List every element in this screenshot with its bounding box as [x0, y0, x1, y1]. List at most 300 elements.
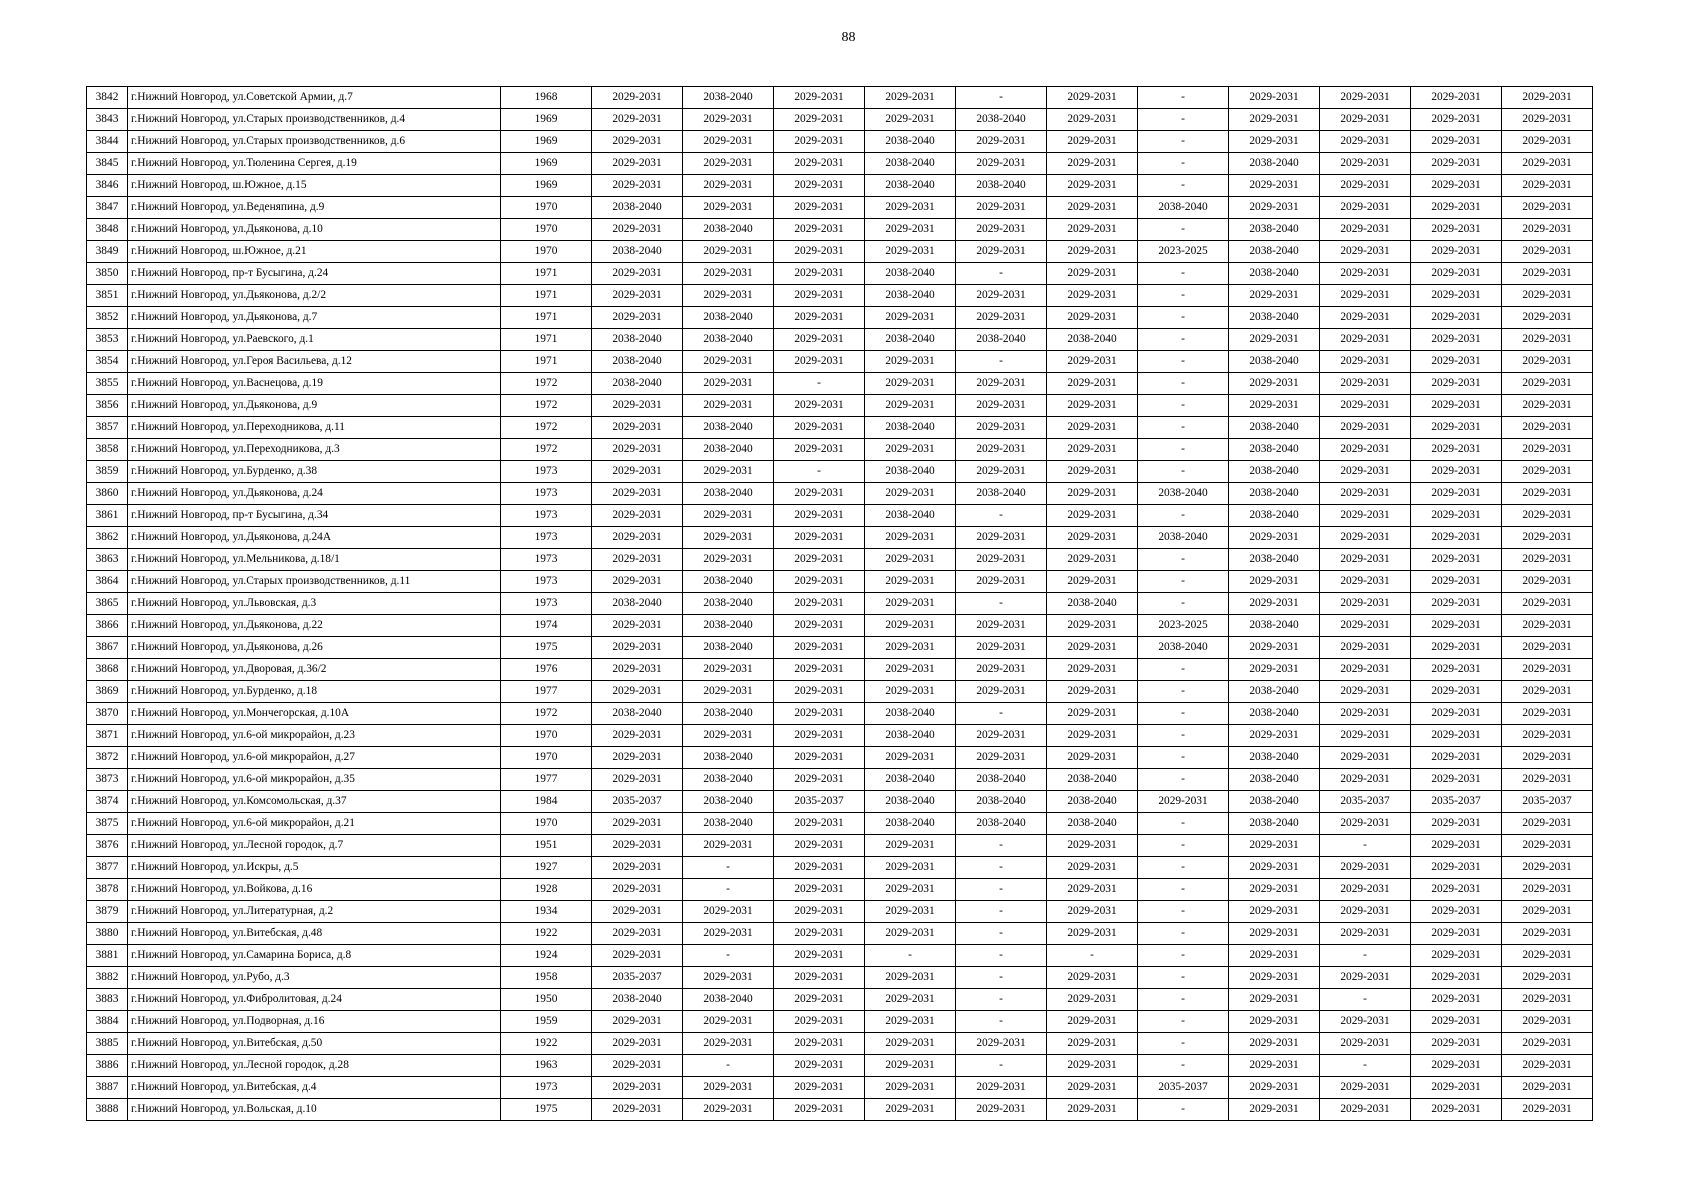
address-cell: г.Нижний Новгород, ул.Подворная, д.16 [128, 1011, 501, 1033]
term-cell: 2029-2031 [1047, 505, 1138, 527]
term-cell: 2038-2040 [1047, 813, 1138, 835]
term-cell: 2029-2031 [956, 461, 1047, 483]
term-cell: 2029-2031 [1502, 1033, 1593, 1055]
term-cell: 2029-2031 [774, 571, 865, 593]
row-number-cell: 3865 [87, 593, 128, 615]
term-cell: 2029-2031 [1229, 967, 1320, 989]
year-cell: 1972 [501, 439, 592, 461]
term-cell: 2029-2031 [1320, 461, 1411, 483]
address-cell: г.Нижний Новгород, ул.Советской Армии, д.7 [128, 87, 501, 109]
term-cell: 2029-2031 [1502, 175, 1593, 197]
term-cell: - [1138, 967, 1229, 989]
term-cell: 2029-2031 [1502, 901, 1593, 923]
row-number-cell: 3860 [87, 483, 128, 505]
term-cell: 2029-2031 [592, 615, 683, 637]
term-cell: 2038-2040 [683, 747, 774, 769]
row-number-cell: 3850 [87, 263, 128, 285]
year-cell: 1974 [501, 615, 592, 637]
term-cell: 2029-2031 [774, 483, 865, 505]
term-cell: 2029-2031 [1047, 417, 1138, 439]
term-cell: 2029-2031 [1502, 483, 1593, 505]
term-cell: 2029-2031 [592, 131, 683, 153]
table-row [87, 703, 1593, 725]
term-cell: 2029-2031 [1047, 483, 1138, 505]
term-cell: 2029-2031 [1502, 769, 1593, 791]
term-cell: 2038-2040 [683, 439, 774, 461]
table-row [87, 417, 1593, 439]
term-cell: 2038-2040 [956, 329, 1047, 351]
term-cell: 2029-2031 [865, 439, 956, 461]
address-cell: г.Нижний Новгород, ул.6-ой микрорайон, д.27 [128, 747, 501, 769]
term-cell: 2029-2031 [1229, 285, 1320, 307]
term-cell: - [683, 857, 774, 879]
term-cell: - [1138, 285, 1229, 307]
term-cell: 2029-2031 [1229, 527, 1320, 549]
term-cell: 2029-2031 [865, 989, 956, 1011]
term-cell: 2029-2031 [956, 527, 1047, 549]
term-cell: 2029-2031 [1411, 571, 1502, 593]
term-cell: 2029-2031 [592, 571, 683, 593]
term-cell: 2038-2040 [1229, 219, 1320, 241]
term-cell: 2029-2031 [1502, 857, 1593, 879]
row-number-cell: 3843 [87, 109, 128, 131]
term-cell: 2038-2040 [1138, 197, 1229, 219]
address-cell: г.Нижний Новгород, ул.Литературная, д.2 [128, 901, 501, 923]
term-cell: 2029-2031 [683, 351, 774, 373]
term-cell: 2038-2040 [683, 637, 774, 659]
term-cell: 2029-2031 [774, 901, 865, 923]
term-cell: 2029-2031 [1047, 461, 1138, 483]
term-cell: 2029-2031 [592, 153, 683, 175]
term-cell: 2029-2031 [774, 1099, 865, 1121]
address-cell: г.Нижний Новгород, ул.Раевского, д.1 [128, 329, 501, 351]
term-cell: - [1138, 307, 1229, 329]
term-cell: - [1138, 329, 1229, 351]
address-cell: г.Нижний Новгород, ул.6-ой микрорайон, д.23 [128, 725, 501, 747]
term-cell: - [1138, 901, 1229, 923]
address-cell: г.Нижний Новгород, ул.Дьяконова, д.2/2 [128, 285, 501, 307]
term-cell: 2029-2031 [1411, 989, 1502, 1011]
term-cell: - [1138, 131, 1229, 153]
address-cell: г.Нижний Новгород, ул.Дьяконова, д.24 [128, 483, 501, 505]
term-cell: 2029-2031 [774, 813, 865, 835]
term-cell: 2029-2031 [1229, 87, 1320, 109]
term-cell: - [1138, 263, 1229, 285]
term-cell: 2029-2031 [592, 1011, 683, 1033]
term-cell: - [1138, 175, 1229, 197]
row-number-cell: 3873 [87, 769, 128, 791]
term-cell: 2029-2031 [1502, 637, 1593, 659]
term-cell: 2029-2031 [956, 197, 1047, 219]
term-cell: 2029-2031 [1229, 373, 1320, 395]
year-cell: 1973 [501, 593, 592, 615]
term-cell: 2038-2040 [1047, 329, 1138, 351]
term-cell: 2029-2031 [683, 175, 774, 197]
term-cell: - [1138, 593, 1229, 615]
term-cell: 2029-2031 [956, 549, 1047, 571]
address-cell: г.Нижний Новгород, ш.Южное, д.21 [128, 241, 501, 263]
term-cell: - [956, 87, 1047, 109]
term-cell: 2038-2040 [683, 791, 774, 813]
term-cell: 2029-2031 [592, 1033, 683, 1055]
term-cell: 2029-2031 [592, 725, 683, 747]
year-cell: 1973 [501, 505, 592, 527]
term-cell: - [1138, 373, 1229, 395]
term-cell: 2029-2031 [1047, 725, 1138, 747]
row-number-cell: 3853 [87, 329, 128, 351]
table-row [87, 857, 1593, 879]
term-cell: 2029-2031 [683, 131, 774, 153]
row-number-cell: 3862 [87, 527, 128, 549]
term-cell: 2029-2031 [1411, 241, 1502, 263]
term-cell: 2029-2031 [1047, 87, 1138, 109]
address-cell: г.Нижний Новгород, ул.Переходникова, д.3 [128, 439, 501, 461]
term-cell: 2029-2031 [1502, 549, 1593, 571]
row-number-cell: 3877 [87, 857, 128, 879]
term-cell: 2029-2031 [592, 747, 683, 769]
term-cell: 2029-2031 [774, 395, 865, 417]
address-cell: г.Нижний Новгород, ул.Войкова, д.16 [128, 879, 501, 901]
table-row [87, 593, 1593, 615]
term-cell: 2029-2031 [1229, 175, 1320, 197]
term-cell: 2029-2031 [592, 769, 683, 791]
address-cell: г.Нижний Новгород, ул.Бурденко, д.18 [128, 681, 501, 703]
term-cell: 2029-2031 [956, 1033, 1047, 1055]
term-cell: 2029-2031 [1320, 175, 1411, 197]
term-cell: 2029-2031 [865, 307, 956, 329]
term-cell: 2038-2040 [592, 241, 683, 263]
year-cell: 1959 [501, 1011, 592, 1033]
term-cell: 2029-2031 [1502, 923, 1593, 945]
term-cell: 2029-2031 [1411, 109, 1502, 131]
term-cell: 2029-2031 [1229, 923, 1320, 945]
term-cell: 2038-2040 [865, 813, 956, 835]
term-cell: 2029-2031 [956, 659, 1047, 681]
address-cell: г.Нижний Новгород, ул.Тюленина Сергея, д.19 [128, 153, 501, 175]
term-cell: 2038-2040 [865, 769, 956, 791]
term-cell: 2029-2031 [774, 945, 865, 967]
term-cell: 2029-2031 [865, 549, 956, 571]
term-cell: 2029-2031 [1502, 263, 1593, 285]
term-cell: 2029-2031 [1411, 1055, 1502, 1077]
term-cell: 2029-2031 [865, 241, 956, 263]
address-cell: г.Нижний Новгород, ул.Искры, д.5 [128, 857, 501, 879]
term-cell: 2029-2031 [956, 439, 1047, 461]
term-cell: 2029-2031 [1320, 659, 1411, 681]
term-cell: 2029-2031 [865, 615, 956, 637]
address-cell: г.Нижний Новгород, ул.Мельникова, д.18/1 [128, 549, 501, 571]
year-cell: 1969 [501, 153, 592, 175]
term-cell: 2029-2031 [1229, 1055, 1320, 1077]
term-cell: - [1138, 989, 1229, 1011]
term-cell: 2029-2031 [683, 395, 774, 417]
term-cell: 2029-2031 [1320, 219, 1411, 241]
table-row [87, 945, 1593, 967]
term-cell: 2029-2031 [1320, 395, 1411, 417]
term-cell: 2029-2031 [592, 659, 683, 681]
term-cell: 2029-2031 [1411, 175, 1502, 197]
term-cell: 2029-2031 [592, 681, 683, 703]
table-row [87, 461, 1593, 483]
address-cell: г.Нижний Новгород, ул.Лесной городок, д.28 [128, 1055, 501, 1077]
year-cell: 1973 [501, 549, 592, 571]
term-cell: 2029-2031 [865, 593, 956, 615]
term-cell: 2029-2031 [683, 241, 774, 263]
term-cell: 2029-2031 [1047, 681, 1138, 703]
term-cell: 2029-2031 [956, 395, 1047, 417]
term-cell: 2038-2040 [1229, 307, 1320, 329]
term-cell: 2029-2031 [1047, 901, 1138, 923]
term-cell: 2029-2031 [956, 241, 1047, 263]
term-cell: 2029-2031 [1502, 285, 1593, 307]
term-cell: 2029-2031 [1502, 725, 1593, 747]
address-cell: г.Нижний Новгород, ул.Дворовая, д.36/2 [128, 659, 501, 681]
term-cell: - [1138, 1055, 1229, 1077]
term-cell: 2029-2031 [1411, 967, 1502, 989]
table-row [87, 505, 1593, 527]
row-number-cell: 3868 [87, 659, 128, 681]
term-cell: 2029-2031 [592, 395, 683, 417]
term-cell: 2029-2031 [1411, 483, 1502, 505]
term-cell: - [956, 835, 1047, 857]
term-cell: 2029-2031 [1229, 945, 1320, 967]
term-cell: 2029-2031 [865, 571, 956, 593]
table-row [87, 659, 1593, 681]
term-cell: 2029-2031 [1320, 153, 1411, 175]
term-cell: 2029-2031 [1047, 109, 1138, 131]
term-cell: 2029-2031 [956, 571, 1047, 593]
term-cell: - [1138, 945, 1229, 967]
address-cell: г.Нижний Новгород, ул.Васнецова, д.19 [128, 373, 501, 395]
row-number-cell: 3871 [87, 725, 128, 747]
term-cell: - [1138, 1099, 1229, 1121]
row-number-cell: 3847 [87, 197, 128, 219]
term-cell: 2029-2031 [1320, 329, 1411, 351]
term-cell: 2029-2031 [1229, 109, 1320, 131]
term-cell: 2029-2031 [683, 549, 774, 571]
row-number-cell: 3859 [87, 461, 128, 483]
term-cell: 2038-2040 [1047, 593, 1138, 615]
term-cell: 2029-2031 [774, 329, 865, 351]
term-cell: 2029-2031 [1411, 87, 1502, 109]
table-row [87, 791, 1593, 813]
row-number-cell: 3869 [87, 681, 128, 703]
row-number-cell: 3874 [87, 791, 128, 813]
address-cell: г.Нижний Новгород, ул.Рубо, д.3 [128, 967, 501, 989]
term-cell: 2029-2031 [592, 1077, 683, 1099]
term-cell: 2029-2031 [1047, 703, 1138, 725]
term-cell: 2038-2040 [1138, 527, 1229, 549]
term-cell: 2029-2031 [592, 1099, 683, 1121]
term-cell: 2029-2031 [1320, 505, 1411, 527]
term-cell: 2029-2031 [1320, 307, 1411, 329]
term-cell: 2029-2031 [1047, 659, 1138, 681]
term-cell: 2029-2031 [592, 835, 683, 857]
term-cell: 2029-2031 [774, 835, 865, 857]
term-cell: 2029-2031 [1047, 527, 1138, 549]
term-cell: 2029-2031 [1320, 879, 1411, 901]
term-cell: 2029-2031 [1320, 901, 1411, 923]
term-cell: 2029-2031 [1320, 637, 1411, 659]
term-cell: - [1138, 923, 1229, 945]
row-number-cell: 3870 [87, 703, 128, 725]
term-cell: 2029-2031 [683, 373, 774, 395]
term-cell: 2029-2031 [1320, 813, 1411, 835]
term-cell: - [1138, 439, 1229, 461]
term-cell: - [1138, 351, 1229, 373]
term-cell: 2029-2031 [1047, 1033, 1138, 1055]
term-cell: - [1320, 1055, 1411, 1077]
term-cell: 2029-2031 [1411, 703, 1502, 725]
term-cell: 2029-2031 [865, 659, 956, 681]
term-cell: 2029-2031 [865, 879, 956, 901]
term-cell: 2029-2031 [774, 747, 865, 769]
term-cell: 2029-2031 [1320, 857, 1411, 879]
term-cell: 2029-2031 [683, 923, 774, 945]
term-cell: - [956, 879, 1047, 901]
year-cell: 1973 [501, 483, 592, 505]
year-cell: 1934 [501, 901, 592, 923]
term-cell: - [956, 1055, 1047, 1077]
term-cell: 2029-2031 [1502, 1011, 1593, 1033]
term-cell: 2029-2031 [592, 923, 683, 945]
row-number-cell: 3878 [87, 879, 128, 901]
address-cell: г.Нижний Новгород, ул.Дьяконова, д.26 [128, 637, 501, 659]
term-cell: 2029-2031 [1047, 241, 1138, 263]
term-cell: 2029-2031 [865, 219, 956, 241]
term-cell: 2029-2031 [1502, 241, 1593, 263]
table-row [87, 1033, 1593, 1055]
term-cell: 2038-2040 [1229, 813, 1320, 835]
term-cell: 2029-2031 [1047, 175, 1138, 197]
term-cell: 2029-2031 [1047, 923, 1138, 945]
term-cell: - [956, 351, 1047, 373]
term-cell: - [956, 593, 1047, 615]
year-cell: 1969 [501, 131, 592, 153]
term-cell: 2029-2031 [774, 725, 865, 747]
row-number-cell: 3848 [87, 219, 128, 241]
row-number-cell: 3863 [87, 549, 128, 571]
row-number-cell: 3842 [87, 87, 128, 109]
housing-register-table [86, 86, 1593, 1121]
term-cell: - [1138, 505, 1229, 527]
year-cell: 1924 [501, 945, 592, 967]
year-cell: 1971 [501, 285, 592, 307]
term-cell: 2038-2040 [1047, 791, 1138, 813]
year-cell: 1922 [501, 923, 592, 945]
row-number-cell: 3864 [87, 571, 128, 593]
term-cell: 2035-2037 [592, 791, 683, 813]
term-cell: - [956, 857, 1047, 879]
term-cell: 2029-2031 [1320, 1099, 1411, 1121]
term-cell: 2038-2040 [1229, 769, 1320, 791]
year-cell: 1973 [501, 571, 592, 593]
table-row [87, 527, 1593, 549]
term-cell: - [1138, 395, 1229, 417]
term-cell: 2029-2031 [865, 87, 956, 109]
term-cell: 2038-2040 [592, 373, 683, 395]
row-number-cell: 3880 [87, 923, 128, 945]
term-cell: 2038-2040 [865, 285, 956, 307]
term-cell: 2029-2031 [1047, 197, 1138, 219]
term-cell: 2029-2031 [1320, 923, 1411, 945]
term-cell: 2029-2031 [956, 1099, 1047, 1121]
term-cell: 2029-2031 [1320, 373, 1411, 395]
row-number-cell: 3858 [87, 439, 128, 461]
term-cell: 2029-2031 [592, 263, 683, 285]
term-cell: 2029-2031 [774, 307, 865, 329]
table-row [87, 263, 1593, 285]
term-cell: 2029-2031 [1411, 351, 1502, 373]
table-row [87, 615, 1593, 637]
term-cell: 2029-2031 [1502, 307, 1593, 329]
term-cell: 2029-2031 [1411, 637, 1502, 659]
address-cell: г.Нижний Новгород, ул.Веденяпина, д.9 [128, 197, 501, 219]
term-cell: 2029-2031 [1411, 1011, 1502, 1033]
term-cell: 2029-2031 [774, 1055, 865, 1077]
term-cell: - [956, 967, 1047, 989]
term-cell: 2038-2040 [1229, 703, 1320, 725]
table-row [87, 549, 1593, 571]
term-cell: 2029-2031 [1502, 395, 1593, 417]
term-cell: 2029-2031 [1047, 967, 1138, 989]
year-cell: 1977 [501, 681, 592, 703]
term-cell: 2029-2031 [592, 307, 683, 329]
table-row [87, 109, 1593, 131]
term-cell: - [1138, 549, 1229, 571]
address-cell: г.Нижний Новгород, ул.Переходникова, д.11 [128, 417, 501, 439]
term-cell: 2029-2031 [1229, 1011, 1320, 1033]
term-cell: 2029-2031 [1411, 923, 1502, 945]
term-cell: 2029-2031 [1320, 527, 1411, 549]
term-cell: 2029-2031 [1047, 1011, 1138, 1033]
term-cell: 2029-2031 [1047, 373, 1138, 395]
term-cell: 2029-2031 [774, 967, 865, 989]
term-cell: 2029-2031 [1411, 439, 1502, 461]
address-cell: г.Нижний Новгород, ул.Дьяконова, д.9 [128, 395, 501, 417]
row-number-cell: 3844 [87, 131, 128, 153]
term-cell: 2029-2031 [592, 175, 683, 197]
address-cell: г.Нижний Новгород, пр-т Бусыгина, д.34 [128, 505, 501, 527]
term-cell: 2029-2031 [1320, 109, 1411, 131]
term-cell: - [1138, 835, 1229, 857]
term-cell: - [1138, 725, 1229, 747]
year-cell: 1970 [501, 725, 592, 747]
term-cell: 2029-2031 [1047, 989, 1138, 1011]
year-cell: 1975 [501, 637, 592, 659]
term-cell: - [1138, 87, 1229, 109]
term-cell: 2029-2031 [1502, 967, 1593, 989]
term-cell: 2038-2040 [956, 483, 1047, 505]
term-cell: 2038-2040 [865, 791, 956, 813]
address-cell: г.Нижний Новгород, ул.Дьяконова, д.10 [128, 219, 501, 241]
term-cell: 2038-2040 [865, 263, 956, 285]
term-cell: 2029-2031 [1411, 835, 1502, 857]
term-cell: 2029-2031 [1502, 571, 1593, 593]
term-cell: 2029-2031 [683, 1033, 774, 1055]
term-cell: 2029-2031 [592, 1055, 683, 1077]
term-cell: 2038-2040 [683, 989, 774, 1011]
year-cell: 1984 [501, 791, 592, 813]
term-cell: 2029-2031 [1411, 395, 1502, 417]
term-cell: 2029-2031 [1320, 351, 1411, 373]
term-cell: 2029-2031 [774, 109, 865, 131]
term-cell: 2029-2031 [774, 1077, 865, 1099]
term-cell: 2038-2040 [683, 483, 774, 505]
table-row [87, 87, 1593, 109]
term-cell: 2038-2040 [865, 703, 956, 725]
term-cell: 2029-2031 [865, 1055, 956, 1077]
